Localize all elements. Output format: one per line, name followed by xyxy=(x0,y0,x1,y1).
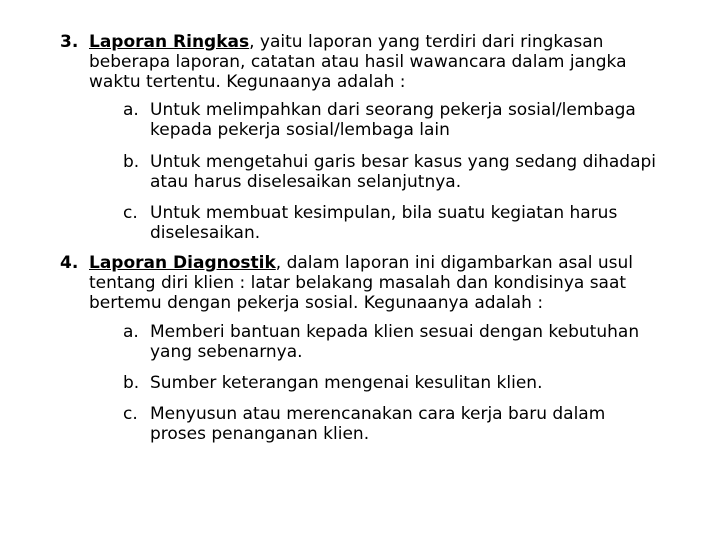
sub-letter: c. xyxy=(123,404,138,424)
sub-text: Memberi bantuan kepada klien sesuai dengan kebutuhan yang sebenarnya. xyxy=(150,322,640,362)
list-item-3 xyxy=(60,32,670,92)
sub-item-4b xyxy=(123,373,663,393)
sub-text: Sumber keterangan mengenai kesulitan klien. xyxy=(150,373,543,393)
sub-letter: a. xyxy=(123,322,139,342)
sub-text: Untuk melimpahkan dari seorang pekerja sosial/lembaga kepada pekerja sosial/lembaga lain xyxy=(150,100,636,140)
sub-item-4a xyxy=(123,322,663,362)
item-term: Laporan Ringkas xyxy=(89,32,250,52)
sub-text: Untuk membuat kesimpulan, bila suatu kegiatan harus diselesaikan. xyxy=(150,203,618,243)
sub-letter: c. xyxy=(123,203,138,223)
sub-letter: b. xyxy=(123,373,140,393)
item-text: , yaitu laporan yang terdiri dari ringkasan beberapa laporan, catatan atau hasil wawancara dalam jangka waktu tertentu. Kegunaanya adalah : xyxy=(89,32,627,92)
sub-text: Menyusun atau merencanakan cara kerja baru dalam proses penanganan klien. xyxy=(150,404,606,444)
item-number: 4. xyxy=(60,253,79,273)
sub-item-3c xyxy=(123,203,663,243)
sub-item-3a xyxy=(123,100,663,140)
item-text: , dalam laporan ini digambarkan asal usul tentang diri klien : latar belakang masalah dan kondisinya saat bertemu dengan pekerja sosial. Kegunaanya adalah : xyxy=(89,253,634,313)
sub-letter: a. xyxy=(123,100,139,120)
sub-item-4c xyxy=(123,404,663,444)
sub-text: Untuk mengetahui garis besar kasus yang sedang dihadapi atau harus diselesaikan selanjutnya. xyxy=(150,152,657,192)
item-body xyxy=(89,32,670,92)
item-number: 3. xyxy=(60,32,79,52)
item-body xyxy=(89,253,670,313)
list-item-4 xyxy=(60,253,670,313)
item-term: Laporan Diagnostik xyxy=(89,253,276,273)
sub-letter: b. xyxy=(123,152,140,172)
sub-item-3b xyxy=(123,152,663,192)
